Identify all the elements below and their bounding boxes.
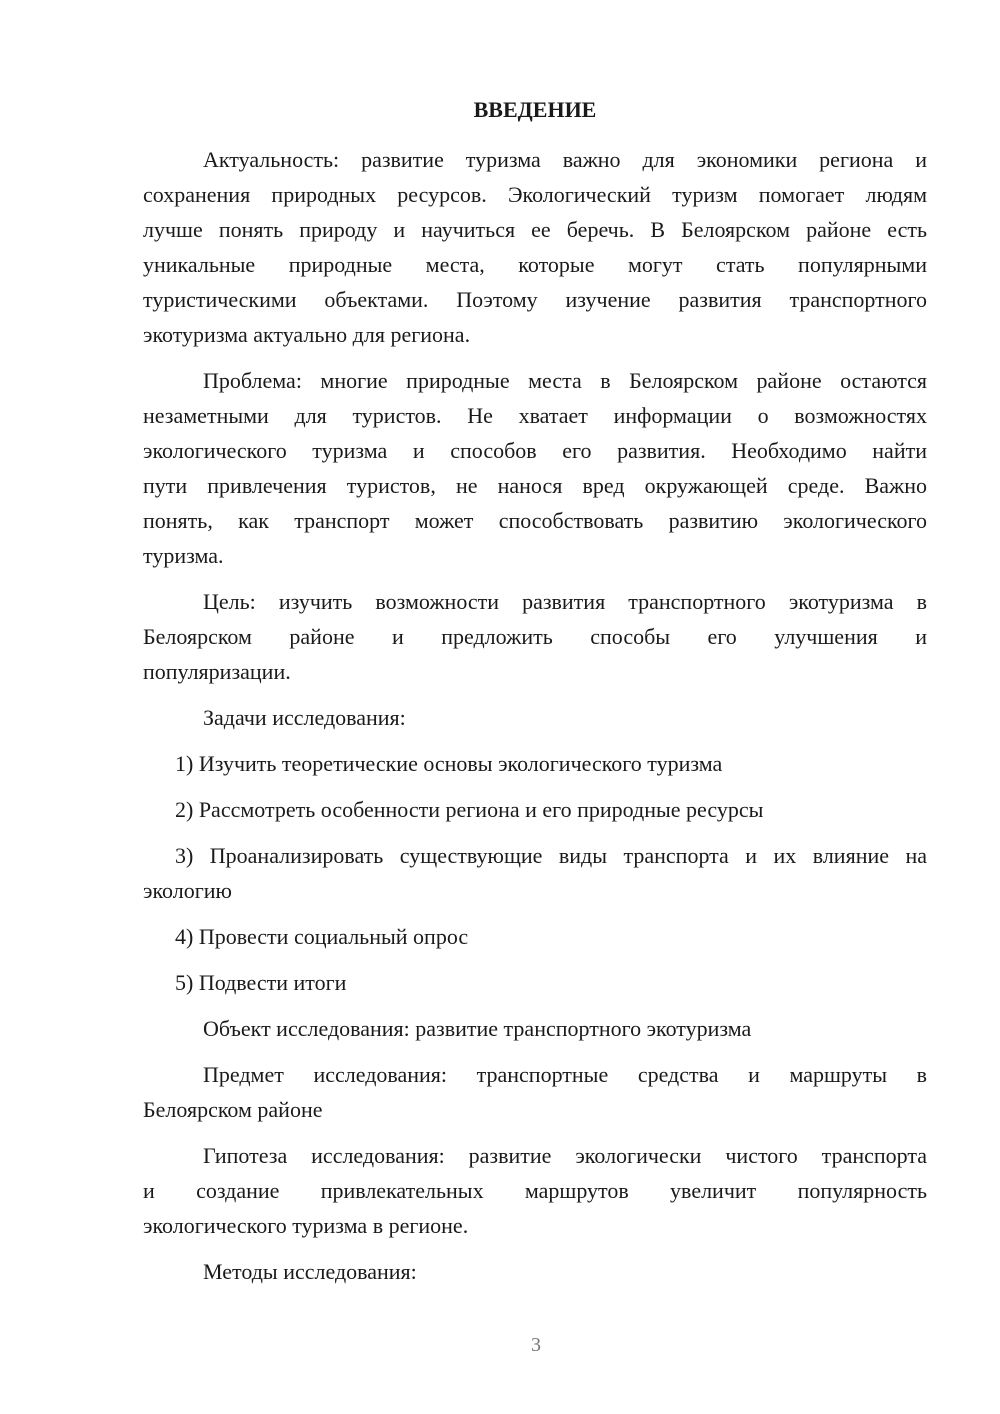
text-line: Гипотеза исследования: развитие экологически чистого транспорта [203, 1143, 927, 1168]
text-line: экологического туризма в регионе. [143, 1213, 469, 1238]
text-line: Проблема: многие природные места в Белоярском районе остаются [203, 368, 927, 393]
paragraph [143, 1011, 927, 1046]
paragraph [143, 700, 927, 735]
text-line: пути привлечения туристов, не нанося вред окружающей среде. Важно [143, 473, 927, 498]
text-line: экотуризма актуально для региона. [143, 322, 471, 347]
paragraph [143, 1138, 927, 1243]
document-page [143, 92, 927, 1300]
text-line: 2) Рассмотреть особенности региона и его природные ресурсы [175, 797, 764, 822]
text-line: сохранения природных ресурсов. Экологический туризм помогает людям [143, 182, 927, 207]
text-line: экологию [143, 878, 232, 903]
paragraph [143, 1057, 927, 1127]
text-line: Актуальность: развитие туризма важно для экономики региона и [203, 147, 927, 172]
text-line: уникальные природные места, которые могут стать популярными [143, 252, 927, 277]
text-line: туризма. [143, 543, 224, 568]
text-line: Методы исследования: [203, 1259, 417, 1284]
text-line: Задачи исследования: [203, 705, 406, 730]
section-title: ВВЕДЕНИЕ [473, 97, 597, 122]
task-list-item [143, 919, 927, 954]
text-line: Белоярском районе [143, 1097, 323, 1122]
text-line: 3) Проанализировать существующие виды транспорта и их влияние на [175, 843, 927, 868]
paragraph [143, 142, 927, 352]
text-line: Цель: изучить возможности развития транспортного экотуризма в [203, 589, 927, 614]
task-list-item [143, 965, 927, 1000]
text-line: и создание привлекательных маршрутов увеличит популярность [143, 1178, 927, 1203]
text-line: Белоярском районе и предложить способы его улучшения и [143, 624, 927, 649]
text-line: 4) Провести социальный опрос [175, 924, 469, 949]
task-list-item [143, 746, 927, 781]
text-line: понять, как транспорт может способствовать развитию экологического [143, 508, 927, 533]
paragraph [143, 363, 927, 573]
text-line: Предмет исследования: транспортные средства и маршруты в [203, 1062, 927, 1087]
text-line: популяризации. [143, 659, 291, 684]
text-line: 1) Изучить теоретические основы экологического туризма [175, 751, 723, 776]
text-line: 5) Подвести итоги [175, 970, 347, 995]
paragraph [143, 1254, 927, 1289]
text-line: Объект исследования: развитие транспортного экотуризма [203, 1016, 752, 1041]
text-line: лучше понять природу и научиться ее беречь. В Белоярском районе есть [143, 217, 927, 242]
task-list-item [143, 792, 927, 827]
paragraph [143, 584, 927, 689]
document-body [143, 142, 927, 1289]
text-line: туристическими объектами. Поэтому изучение развития транспортного [143, 287, 927, 312]
text-line: незаметными для туристов. Не хватает информации о возможностях [143, 403, 927, 428]
text-line: экологического туризма и способов его развития. Необходимо найти [143, 438, 927, 463]
page-number: 3 [531, 1334, 541, 1356]
task-list-item [143, 838, 927, 908]
